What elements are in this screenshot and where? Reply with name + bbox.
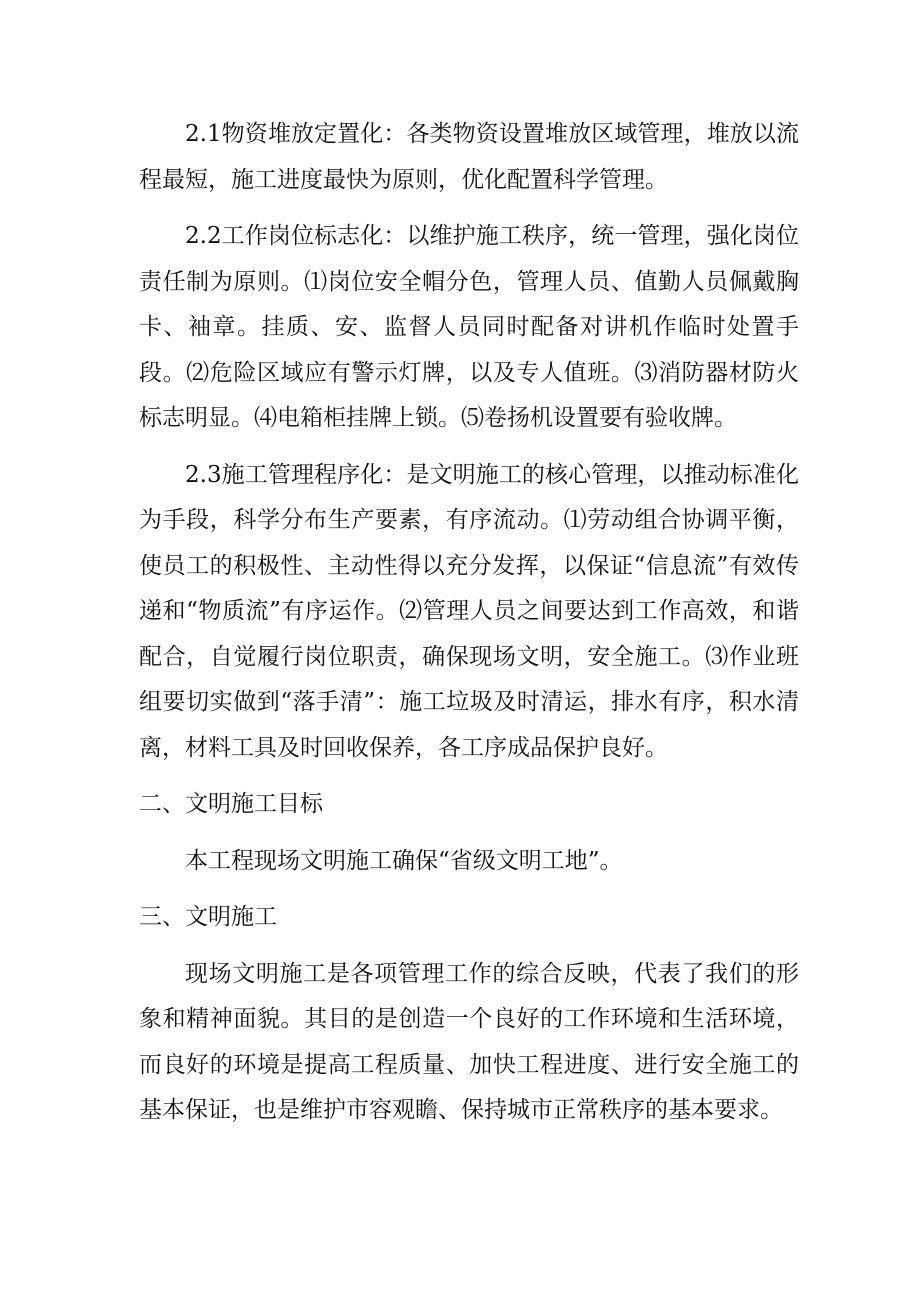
- paragraph-2-2: 2.2工作岗位标志化：以维护施工秩序，统一管理，强化岗位责任制为原则。⑴岗位安全帽分色，管理人员、值勤人员佩戴胸卡、袖章。挂质、安、监督人员同时配备对讲机作临时处置手段。⑵危险区域应有警示灯牌，以及专人值班。⑶消防器材防火标志明显。⑷电箱柜挂牌上锁。⑸卷扬机设置要有验收牌。: [139, 223, 799, 431]
- section-heading-2: 二、文明施工目标: [139, 791, 323, 817]
- document-body: [139, 112, 799, 1134]
- section-heading-3: 三、文明施工: [139, 904, 277, 930]
- paragraph-2-1: 2.1物资堆放定置化：各类物资设置堆放区域管理，堆放以流程最短，施工进度最快为原则，优化配置科学管理。: [139, 121, 799, 193]
- paragraph-goal: 本工程现场文明施工确保“省级文明工地”。: [185, 847, 623, 874]
- paragraph-2-3: 2.3施工管理程序化：是文明施工的核心管理，以推动标准化为手段，科学分布生产要素，有序流动。⑴劳动组合协调平衡，使员工的积极性、主动性得以充分发挥，以保证“信息流”有效传递和“物质流”有序运作。⑵管理人员之间要达到工作高效，和谐配合，自觉履行岗位职责，确保现场文明，安全施工。⑶作业班组要切实做到“落手清”：施工垃圾及时清运，排水有序，积水清离，材料工具及时回收保养，各工序成品保护良好。: [139, 461, 799, 761]
- paragraph-civilized-construction: 现场文明施工是各项管理工作的综合反映，代表了我们的形象和精神面貌。其目的是创造一个良好的工作环境和生活环境，而良好的环境是提高工程质量、加快工程进度、进行安全施工的基本保证，也是维护市容观瞻、保持城市正常秩序的基本要求。: [139, 960, 799, 1123]
